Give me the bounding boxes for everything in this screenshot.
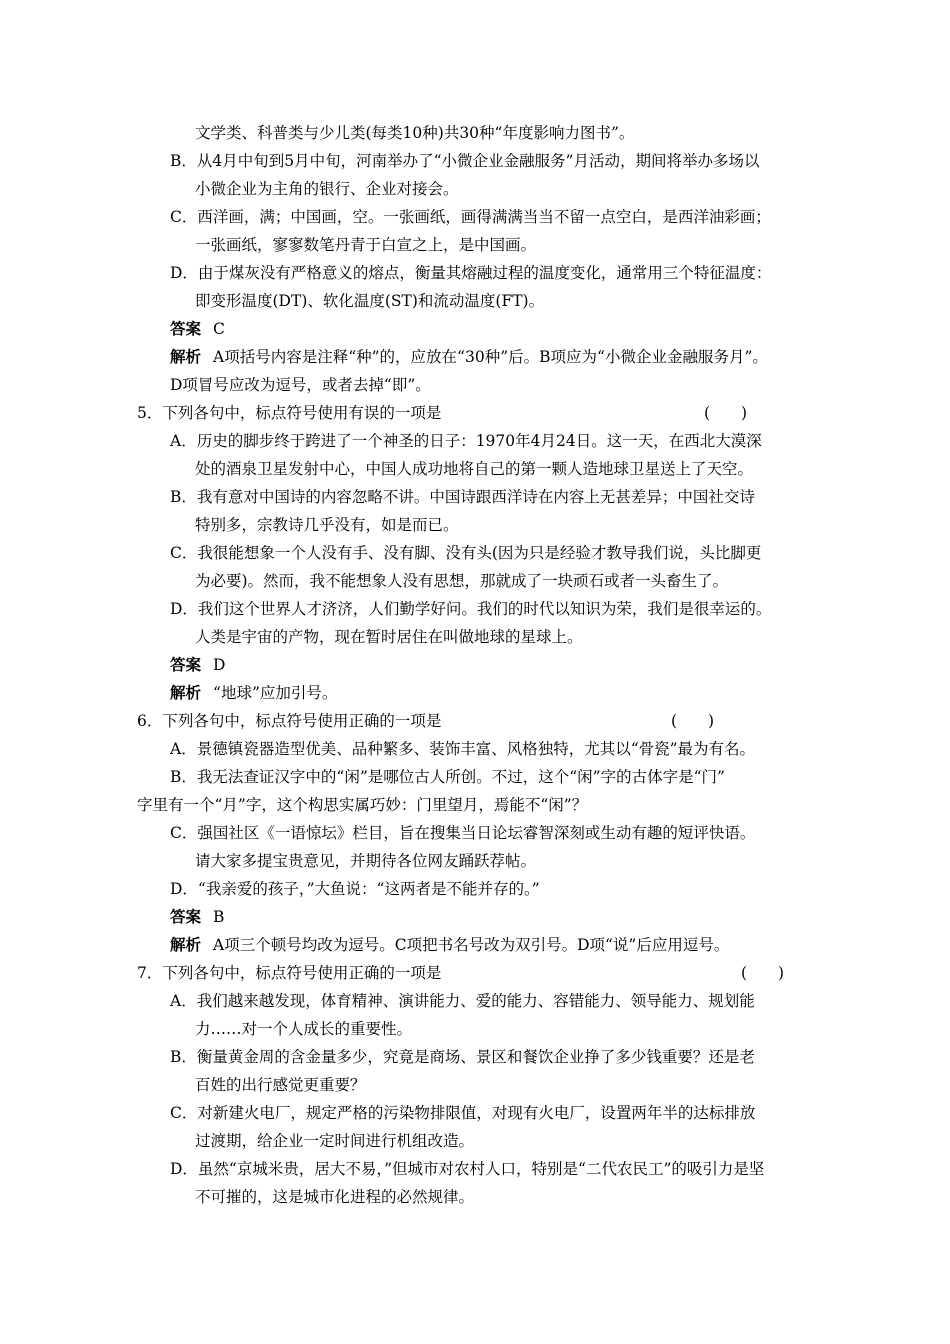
analysis-label: 解析 <box>170 935 202 954</box>
answer-label: 答案 <box>170 907 202 926</box>
q4-option-b-continued: 小微企业为主角的银行、企业对接会。 <box>195 180 459 198</box>
q4-option-d: D．由于煤灰没有严格意义的熔点，衡量其熔融过程的温度变化，通常用三个特征温度： <box>170 264 772 282</box>
q7-stem: 7．下列各句中，标点符号使用正确的一项是 <box>137 964 442 982</box>
analysis-text: “地球”应加引号。 <box>213 684 338 702</box>
q6-stem: 6．下列各句中，标点符号使用正确的一项是 <box>137 712 442 730</box>
q4-option-a-continued: 文学类、科普类与少儿类(每类10种)共30种“年度影响力图书”。 <box>195 124 635 142</box>
answer-value: B <box>213 908 225 926</box>
q4-option-b: B．从4月中旬到5月中旬，河南举办了“小微企业金融服务”月活动，期间将举办多场以 <box>170 152 760 170</box>
q7-option-a-continued: 力……对一个人成长的重要性。 <box>195 1020 413 1038</box>
analysis-text: A项三个顿号均改为逗号。C项把书名号改为双引号。D项“说”后应用逗号。 <box>213 936 730 954</box>
q5-option-d-continued: 人类是宇宙的产物，现在暂时居住在叫做地球的星球上。 <box>195 628 583 646</box>
q6-option-c: C．强国社区《一语惊坛》栏目，旨在搜集当日论坛睿智深刻或生动有趣的短评快语。 <box>170 824 756 842</box>
q6-answer <box>170 907 224 927</box>
q4-option-d-continued: 即变形温度(DT)、软化温度(ST)和流动温度(FT)。 <box>195 292 545 310</box>
q5-option-a-continued: 处的酒泉卫星发射中心，中国人成功地将自己的第一颗人造地球卫星送上了天空。 <box>195 460 754 478</box>
answer-value: D <box>213 656 226 674</box>
q5-stem: 5．下列各句中，标点符号使用有误的一项是 <box>137 404 442 422</box>
q7-option-c-continued: 过渡期，给企业一定时间进行机组改造。 <box>195 1132 475 1150</box>
q6-option-c-continued: 请大家多提宝贵意见，并期待各位网友踊跃荐帖。 <box>195 852 537 870</box>
q5-answer <box>170 655 225 675</box>
q7-option-a: A．我们越来越发现，体育精神、演讲能力、爱的能力、容错能力、领导能力、规划能 <box>170 992 755 1010</box>
q5-analysis <box>170 683 337 703</box>
analysis-text: A项括号内容是注释“种”的，应放在“30种”后。B项应为“小微企业金融服务月”。 <box>213 348 768 366</box>
q6-option-d: D．“我亲爱的孩子，”大鱼说：“这两者是不能并存的。” <box>170 880 540 898</box>
q6-option-a: A．景德镇瓷器造型优美、品种繁多、装饰丰富、风格独特，尤其以“骨瓷”最为有名。 <box>170 740 756 758</box>
q4-option-c-continued: 一张画纸，寥寥数笔丹青于白宣之上，是中国画。 <box>195 236 537 254</box>
q7-option-d: D．虽然“京城米贵，居大不易，”但城市对农村人口，特别是“二代农民工”的吸引力是坚 <box>170 1160 765 1178</box>
q7-option-c: C．对新建火电厂，规定严格的污染物排限值，对现有火电厂，设置两年半的达标排放 <box>170 1104 756 1122</box>
q7-option-b-continued: 百姓的出行感觉更重要？ <box>195 1076 366 1094</box>
q6-analysis <box>170 935 729 955</box>
q7-answer-blank: ( ) <box>741 964 785 982</box>
q6-option-b: B．我无法查证汉字中的“闲”是哪位古人所创。不过，这个“闲”字的古体字是“门” <box>170 768 725 786</box>
q6-option-b-continued: 字里有一个“月”字，这个构思实属巧妙：门里望月，焉能不“闲”？ <box>137 796 588 814</box>
analysis-label: 解析 <box>170 347 202 366</box>
answer-label: 答案 <box>170 655 202 674</box>
analysis-label: 解析 <box>170 683 202 702</box>
answer-label: 答案 <box>170 319 202 338</box>
q4-option-c: C．西洋画，满；中国画，空。一张画纸，画得满满当当不留一点空白，是西洋油彩画； <box>170 208 771 226</box>
q5-option-d: D．我们这个世界人才济济，人们勤学好问。我们的时代以知识为荣，我们是很幸运的。 <box>170 600 772 618</box>
q5-option-a: A．历史的脚步终于跨进了一个神圣的日子：1970年4月24日。这一天，在西北大漠深 <box>170 432 762 450</box>
q5-option-b-continued: 特别多，宗教诗几乎没有，如是而已。 <box>195 516 459 534</box>
q5-option-b: B．我有意对中国诗的内容忽略不讲。中国诗跟西洋诗在内容上无甚差异；中国社交诗 <box>170 488 755 506</box>
q7-option-d-continued: 不可摧的，这是城市化进程的必然规律。 <box>195 1188 475 1206</box>
q4-analysis <box>170 347 768 367</box>
q6-answer-blank: ( ) <box>671 712 715 730</box>
q7-option-b: B．衡量黄金周的含金量多少，究竟是商场、景区和餐饮企业挣了多少钱重要？还是老 <box>170 1048 755 1066</box>
q5-option-c: C．我很能想象一个人没有手、没有脚、没有头(因为只是经验才教导我们说，头比脚更 <box>170 544 762 562</box>
q4-analysis-continued: D项冒号应改为逗号，或者去掉“即”。 <box>170 376 431 394</box>
q5-answer-blank: ( ) <box>704 404 748 422</box>
q5-option-c-continued: 为必要)。然而，我不能想象人没有思想，那就成了一块顽石或者一头畜生了。 <box>195 572 729 590</box>
q4-answer <box>170 319 225 339</box>
answer-value: C <box>213 320 225 338</box>
